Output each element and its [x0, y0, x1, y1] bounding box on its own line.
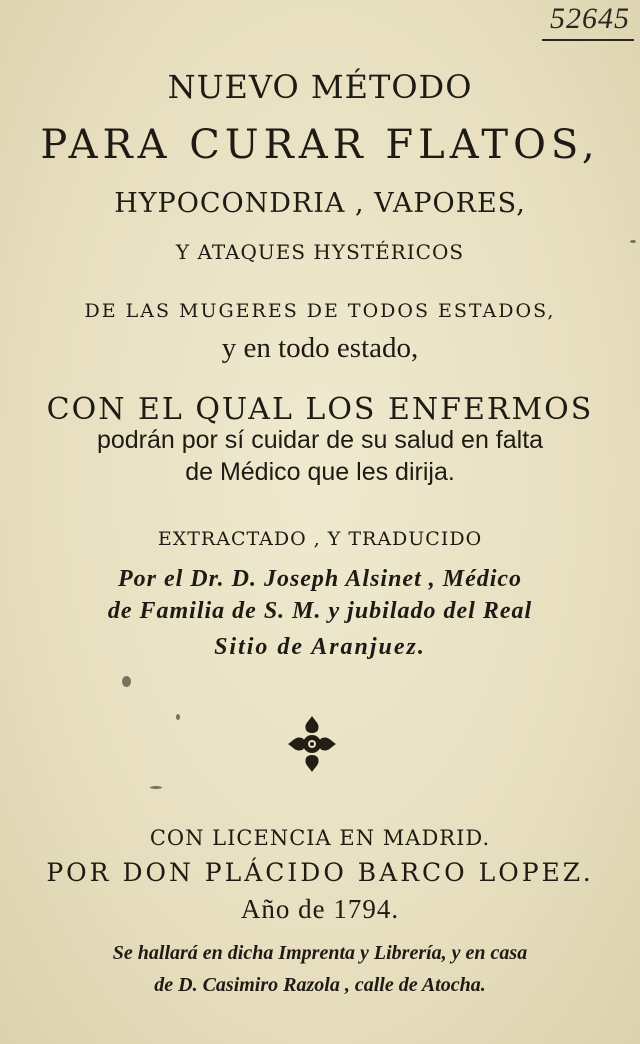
ink-speck	[630, 240, 636, 243]
author-line-3: de Familia de S. M. y jubilado del Real	[107, 598, 533, 624]
ink-speck	[122, 676, 131, 687]
title-line-9: de Médico que les dirija.	[185, 458, 455, 486]
shelfmark-underline	[542, 39, 634, 41]
shelfmark: 52645	[550, 2, 630, 35]
title-line-8: podrán por sí cuidar de su salud en falta	[96, 426, 544, 454]
ink-speck	[176, 714, 180, 720]
title-line-2: PARA CURAR FLATOS,	[40, 122, 600, 168]
imprint-line-3: Año de 1794.	[240, 894, 400, 924]
author-line-1: EXTRACTADO , Y TRADUCIDO	[157, 528, 483, 550]
author-line-2: Por el Dr. D. Joseph Alsinet , Médico	[117, 566, 523, 592]
title-line-3: HYPOCONDRIA , VAPORES,	[114, 188, 526, 219]
imprint-line-1: CON LICENCIA EN MADRID.	[149, 826, 491, 850]
title-line-6: y en todo estado,	[221, 332, 419, 364]
title-line-4: Y ATAQUES HYSTÉRICOS	[175, 240, 465, 264]
title-line-7: CON EL QUAL LOS ENFERMOS	[46, 392, 594, 427]
title-line-5: DE LAS MUGERES DE TODOS ESTADOS,	[84, 300, 556, 322]
imprint-line-2: POR DON PLÁCIDO BARCO LOPEZ.	[46, 858, 594, 887]
fleuron-icon	[280, 712, 344, 776]
imprint-line-5: de D. Casimiro Razola , calle de Atocha.	[154, 974, 486, 996]
ink-speck	[150, 786, 162, 789]
author-line-4: Sitio de Aranjuez.	[214, 634, 426, 660]
title-line-1: NUEVO MÉTODO	[167, 68, 473, 106]
imprint-line-4: Se hallará en dicha Imprenta y Librería, y en casa	[112, 942, 528, 964]
